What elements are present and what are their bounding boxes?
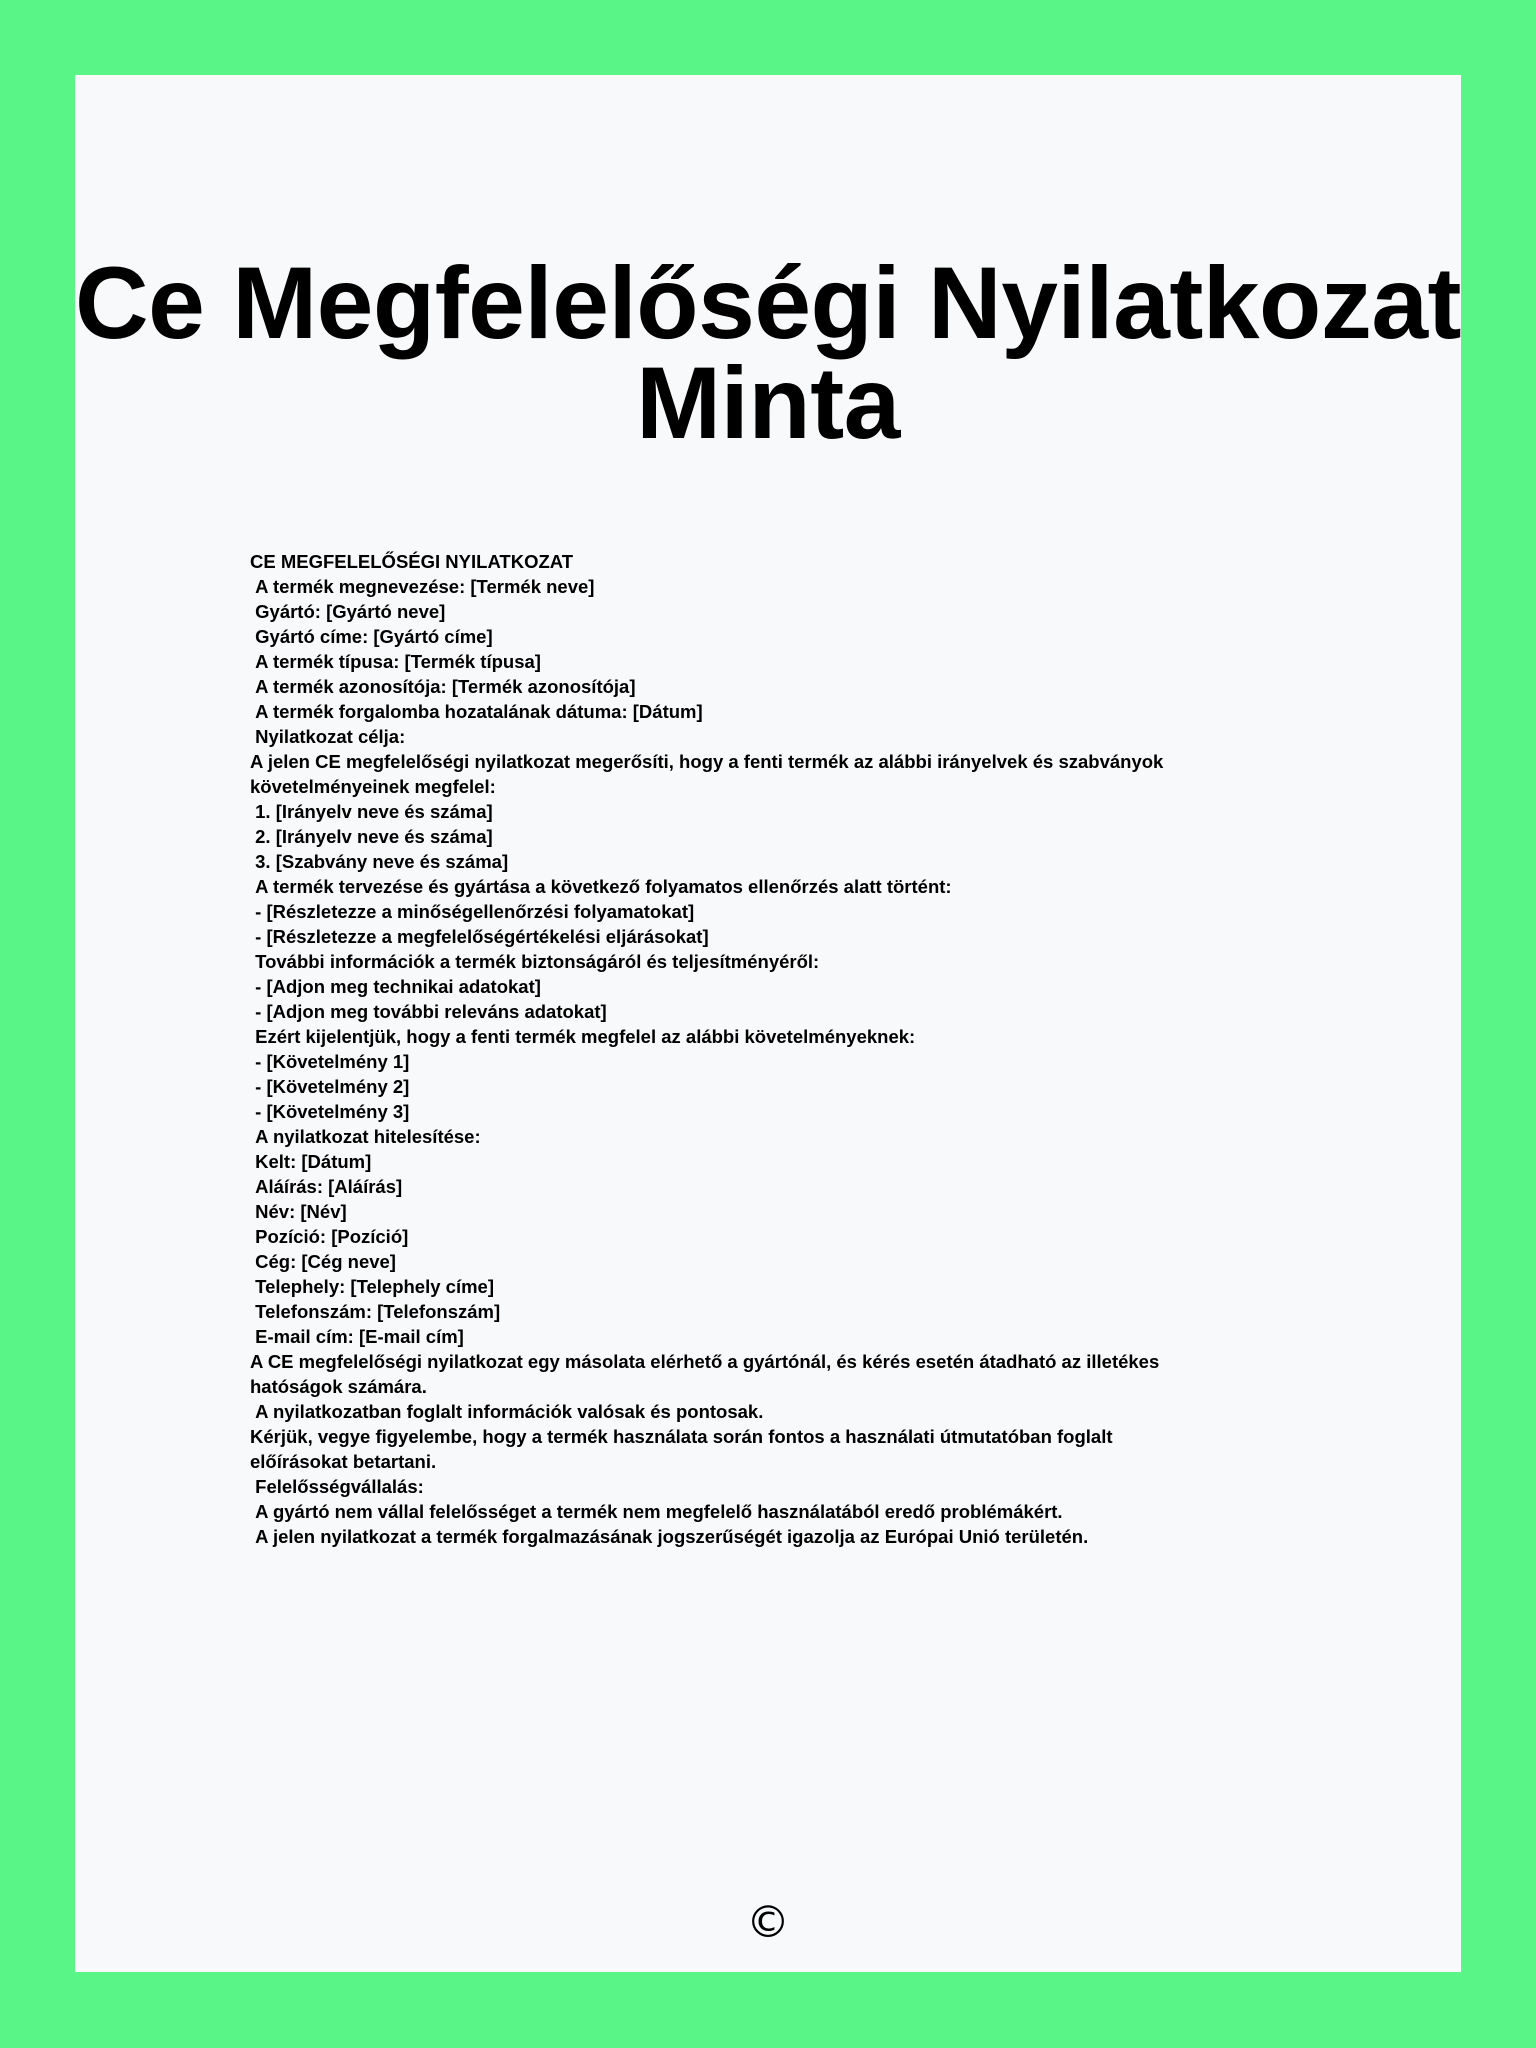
control-item-2: - [Részletezze a megfelelőségértékelési eljárásokat] — [250, 926, 709, 947]
copyright-icon: © — [746, 1897, 790, 1948]
position-field-line: Pozíció: [Pozíció] — [250, 1226, 409, 1247]
requirement-item-2: - [Követelmény 2] — [250, 1076, 410, 1097]
page-title — [55, 246, 1481, 460]
signature-field-line: Aláírás: [Aláírás] — [250, 1176, 403, 1197]
title-line-1: Ce Megfelelőségi Nyilatkozat — [74, 246, 1462, 360]
product-type-line: A termék típusa: [Termék típusa] — [250, 651, 541, 672]
liability-heading: Felelősségvállalás: — [250, 1476, 424, 1497]
usage-note-2: előírásokat betartani. — [250, 1451, 437, 1472]
title-line-2: Minta — [636, 346, 900, 460]
requirements-heading: Ezért kijelentjük, hogy a fenti termék megfelel az alábbi követelményeknek: — [250, 1026, 916, 1047]
safety-info-item-2: - [Adjon meg további releváns adatokat] — [250, 1001, 607, 1022]
requirement-item-3: - [Követelmény 3] — [250, 1101, 410, 1122]
control-item-1: - [Részletezze a minőségellenőrzési folyamatokat] — [250, 901, 695, 922]
email-field-line: E-mail cím: [E-mail cím] — [250, 1326, 464, 1347]
copy-availability-text-1: A CE megfelelőségi nyilatkozat egy másolata elérhető a gyártónál, és kérés esetén átadható az illetékes — [250, 1351, 1160, 1372]
market-date-line: A termék forgalomba hozatalának dátuma: [Dátum] — [250, 701, 703, 722]
standard-item-3: 3. [Szabvány neve és száma] — [250, 851, 509, 872]
purpose-heading: Nyilatkozat célja: — [250, 726, 406, 747]
date-field-line: Kelt: [Dátum] — [250, 1151, 372, 1172]
manufacturer-address-line: Gyártó címe: [Gyártó címe] — [250, 626, 493, 647]
copy-availability-text-2: hatóságok számára. — [250, 1376, 427, 1397]
directive-item-2: 2. [Irányelv neve és száma] — [250, 826, 493, 847]
product-id-line: A termék azonosítója: [Termék azonosítója] — [250, 676, 636, 697]
document-page — [75, 75, 1461, 1972]
usage-note-1: Kérjük, vegye figyelembe, hogy a termék használata során fontos a használati útmutatóban foglalt — [250, 1426, 1113, 1447]
site-field-line: Telephely: [Telephely címe] — [250, 1276, 494, 1297]
purpose-text-2: követelményeinek megfelel: — [250, 776, 496, 797]
requirement-item-1: - [Követelmény 1] — [250, 1051, 410, 1072]
company-field-line: Cég: [Cég neve] — [250, 1251, 396, 1272]
liability-text: A gyártó nem vállal felelősséget a termék nem megfelelő használatából eredő problémákért. — [250, 1501, 1063, 1522]
accuracy-statement: A nyilatkozatban foglalt információk valósak és pontosak. — [250, 1401, 764, 1422]
declaration-heading: CE MEGFELELŐSÉGI NYILATKOZAT — [250, 551, 574, 572]
manufacturer-line: Gyártó: [Gyártó neve] — [250, 601, 446, 622]
legality-text: A jelen nyilatkozat a termék forgalmazásának jogszerűségét igazolja az Európai Unió területén. — [250, 1526, 1089, 1547]
purpose-text-1: A jelen CE megfelelőségi nyilatkozat megerősíti, hogy a fenti termék az alábbi irányelvek és szabványok — [250, 751, 1164, 772]
declaration-body — [250, 549, 1290, 1549]
name-field-line: Név: [Név] — [250, 1201, 347, 1222]
safety-info-heading: További információk a termék biztonságáról és teljesítményéről: — [250, 951, 820, 972]
directive-item-1: 1. [Irányelv neve és száma] — [250, 801, 493, 822]
product-name-line: A termék megnevezése: [Termék neve] — [250, 576, 595, 597]
phone-field-line: Telefonszám: [Telefonszám] — [250, 1301, 501, 1322]
control-heading: A termék tervezése és gyártása a következő folyamatos ellenőrzés alatt történt: — [250, 876, 952, 897]
authentication-heading: A nyilatkozat hitelesítése: — [250, 1126, 481, 1147]
safety-info-item-1: - [Adjon meg technikai adatokat] — [250, 976, 541, 997]
